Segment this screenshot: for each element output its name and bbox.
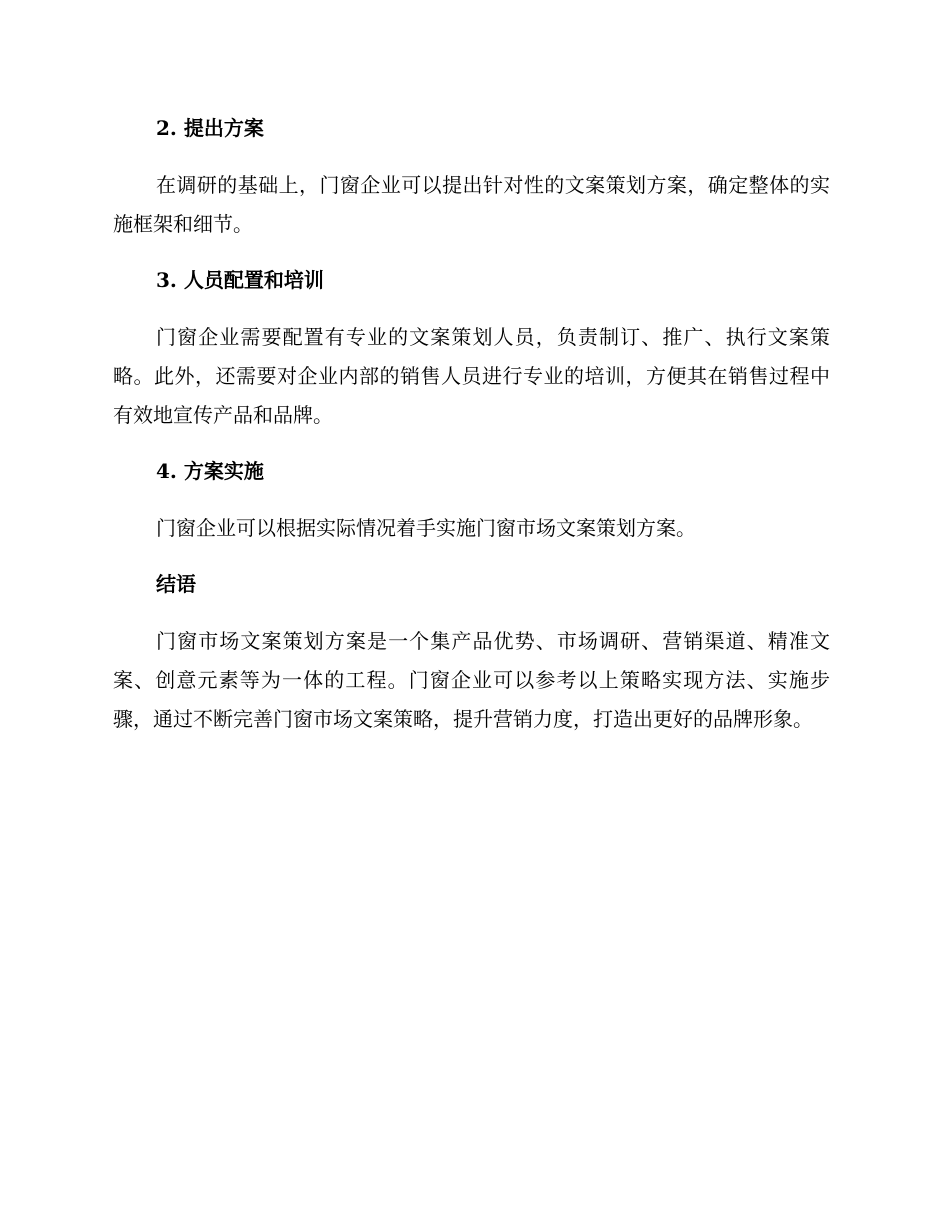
section-heading-propose-plan: 2. 提出方案 — [156, 116, 264, 140]
section-heading-staffing-training: 3. 人员配置和培训 — [156, 268, 324, 292]
section-paragraph-propose-plan: 在调研的基础上，门窗企业可以提出针对性的文案策划方案，确定整体的实施框架和细节。 — [113, 173, 830, 236]
section-paragraph-implementation: 门窗企业可以根据实际情况着手实施门窗市场文案策划方案。 — [156, 516, 696, 540]
section-heading-conclusion: 结语 — [156, 572, 196, 596]
section-heading-implementation: 4. 方案实施 — [156, 459, 264, 483]
section-paragraph-conclusion: 门窗市场文案策划方案是一个集产品优势、市场调研、营销渠道、精准文案、创意元素等为一体的工程。门窗企业可以参考以上策略实现方法、实施步骤，通过不断完善门窗市场文案策略，提升营销力度，打造出更好的品牌形象。 — [113, 629, 830, 731]
section-paragraph-staffing-training: 门窗企业需要配置有专业的文案策划人员，负责制订、推广、执行文案策略。此外，还需要对企业内部的销售人员进行专业的培训，方便其在销售过程中有效地宣传产品和品牌。 — [113, 325, 830, 427]
document-body — [113, 112, 830, 739]
